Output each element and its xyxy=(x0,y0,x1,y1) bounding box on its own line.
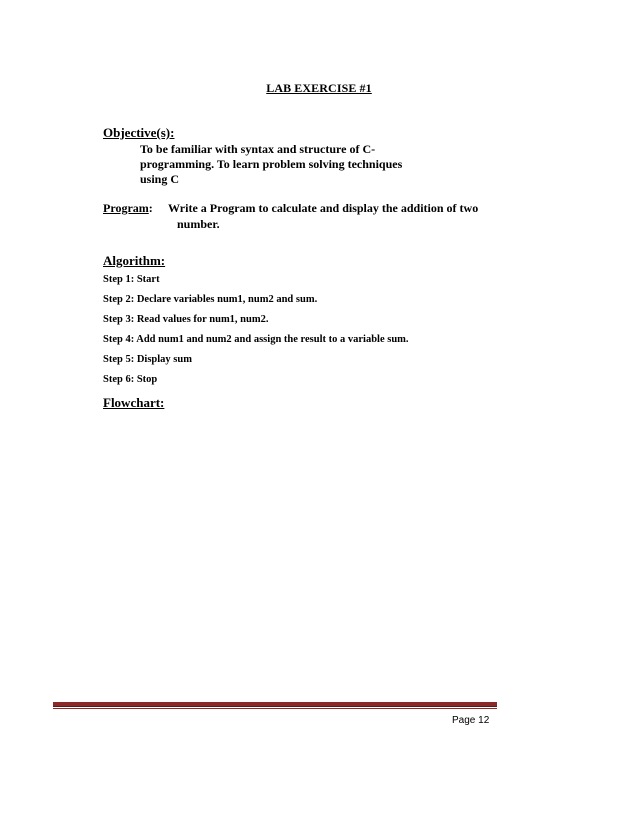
program-label-row xyxy=(103,201,153,216)
algorithm-step: Step 4: Add num1 and num2 and assign the result to a variable sum. xyxy=(103,334,409,345)
algorithm-step: Step 5: Display sum xyxy=(103,354,192,365)
algorithm-step: Step 3: Read values for num1, num2. xyxy=(103,314,269,325)
page-title: LAB EXERCISE #1 xyxy=(266,81,372,95)
program-description-line: Write a Program to calculate and display the addition of two xyxy=(168,201,479,215)
algorithm-step: Step 1: Start xyxy=(103,274,160,285)
objective-heading: Objective(s): xyxy=(103,125,175,140)
flowchart-heading: Flowchart: xyxy=(103,395,165,410)
algorithm-step: Step 6: Stop xyxy=(103,374,158,385)
program-label: Program xyxy=(103,201,149,215)
objective-line: using C xyxy=(140,172,180,186)
footer-divider xyxy=(53,702,497,707)
algorithm-steps xyxy=(103,273,409,393)
program-colon: : xyxy=(148,201,153,215)
program-description-line: number. xyxy=(177,217,220,231)
objective-line: To be familiar with syntax and structure of C- xyxy=(140,142,376,156)
objective-line: programming. To learn problem solving techniques xyxy=(140,157,403,171)
page-number: Page 12 xyxy=(452,715,490,726)
objective-text xyxy=(140,142,440,187)
algorithm-heading: Algorithm: xyxy=(103,253,166,268)
algorithm-step: Step 2: Declare variables num1, num2 and sum. xyxy=(103,294,318,305)
